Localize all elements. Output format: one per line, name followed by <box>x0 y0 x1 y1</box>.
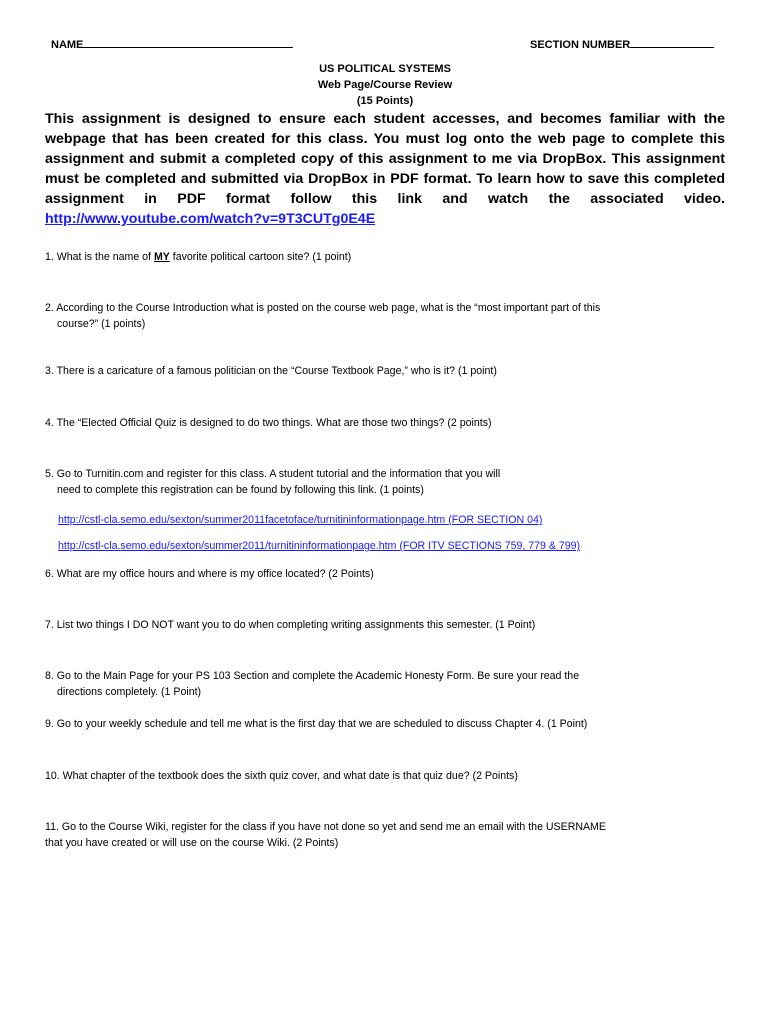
name-label: NAME <box>51 39 84 51</box>
question-1 <box>45 249 735 265</box>
video-link[interactable]: http://www.youtube.com/watch?v=9T3CUTg0E4E <box>45 211 376 227</box>
question-1-emphasis: MY <box>153 251 170 263</box>
intro-text: This assignment is designed to ensure each student accesses, and becomes familiar with the webpage that has been created for this class. You must log onto the web page to complete this assignment and submit a completed copy of this assignment to me via DropBox. This assignment must be completed and submitted via DropBox in PDF format. To learn how to save this completed assignment in PDF format follow this link and watch the associated video. <box>45 111 725 207</box>
question-4: 4. The “Elected Official Quiz is designed to do two things. What are those two things? (2 points) <box>45 417 492 429</box>
name-blank-line <box>83 38 293 48</box>
question-5-line-1: 5. Go to Turnitin.com and register for this class. A student tutorial and the information that you will <box>45 468 501 480</box>
section-number-field <box>530 38 714 51</box>
question-11-line-1: 11. Go to the Course Wiki, register for the class if you have not done so yet and send me an email with the USERNAME <box>45 821 606 833</box>
question-5-line-2: need to complete this registration can be found by following this link. (1 points) <box>57 484 424 496</box>
section-number-label: SECTION NUMBER <box>530 39 631 51</box>
question-6: 6. What are my office hours and where is my office located? (2 Points) <box>45 568 374 580</box>
question-8-line-2: directions completely. (1 Point) <box>57 686 202 698</box>
turnitin-link-section-04[interactable]: http://cstl-cla.semo.edu/sexton/summer2011facetoface/turnitininformationpage.htm (FOR SECTION 04) <box>58 514 543 526</box>
assignment-points: (15 Points) <box>356 95 414 107</box>
assignment-title: Web Page/Course Review <box>317 79 453 91</box>
question-1-text-end: favorite political cartoon site? (1 point) <box>169 251 352 263</box>
question-11-line-2: that you have created or will use on the course Wiki. (2 Points) <box>45 837 339 849</box>
question-8-line-1: 8. Go to the Main Page for your PS 103 Section and complete the Academic Honesty Form. Be sure your read the <box>45 670 580 682</box>
turnitin-link-itv-sections[interactable]: http://cstl-cla.semo.edu/sexton/summer2011/turnitininformationpage.htm (FOR ITV SECTIONS 759, 779 & 799) <box>58 540 581 552</box>
section-number-blank-line <box>630 38 714 48</box>
question-1-text-start: 1. What is the name of <box>45 251 154 263</box>
question-2-line-1: 2. According to the Course Introduction what is posted on the course web page, what is the “most important part of this <box>45 302 601 314</box>
question-10: 10. What chapter of the textbook does the sixth quiz cover, and what date is that quiz due? (2 Points) <box>45 770 518 782</box>
question-5 <box>45 466 735 498</box>
question-11 <box>45 819 735 851</box>
intro-paragraph <box>45 109 725 229</box>
question-2-line-2: course?” (1 points) <box>57 318 146 330</box>
name-field <box>51 38 293 51</box>
question-2 <box>45 300 735 332</box>
question-7: 7. List two things I DO NOT want you to do when completing writing assignments this semester. (1 Point) <box>45 619 536 631</box>
question-9: 9. Go to your weekly schedule and tell me what is the first day that we are scheduled to discuss Chapter 4. (1 Point) <box>45 718 588 730</box>
question-8 <box>45 668 735 700</box>
course-title: US POLITICAL SYSTEMS <box>319 63 451 75</box>
question-3: 3. There is a caricature of a famous politician on the “Course Textbook Page,” who is it? (1 point) <box>45 365 497 377</box>
